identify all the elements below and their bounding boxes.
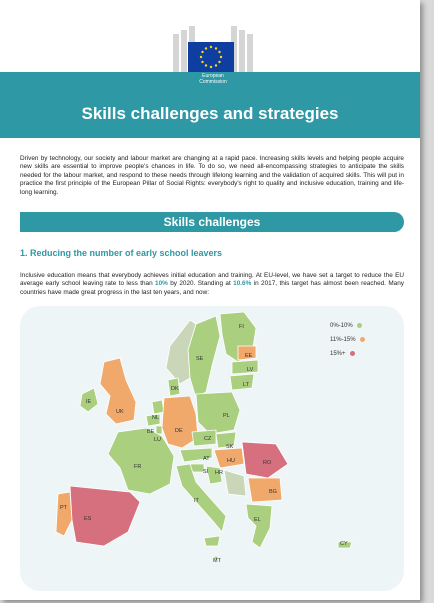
label-ee: EE <box>245 353 253 359</box>
label-ie: IE <box>86 399 92 405</box>
legend-label-mid: 11%-15% <box>330 337 356 344</box>
country-de <box>162 396 198 448</box>
country-lv <box>232 360 258 374</box>
country-rs <box>224 470 246 496</box>
europe-map <box>20 306 404 591</box>
label-pt: PT <box>60 505 68 511</box>
country-pl <box>196 392 240 434</box>
country-nl <box>152 400 164 414</box>
label-hu: HU <box>227 458 235 464</box>
label-mt: MT <box>213 558 221 564</box>
country-fr <box>108 428 174 494</box>
label-uk: UK <box>116 409 124 415</box>
label-at: AT <box>203 456 210 462</box>
legend-dot-mid <box>360 337 365 342</box>
label-it: IT <box>194 498 199 504</box>
sub-heading: 1. Reducing the number of early school leavers <box>20 248 223 258</box>
label-hr: HR <box>215 470 223 476</box>
para-text-1: Inclusive education means that everybody achieves initial education and training. At EU-level, we have set a target to reduce the EU average early school leaving rate to less than <box>20 272 404 288</box>
label-ro: RO <box>263 460 272 466</box>
label-de: DE <box>175 428 183 434</box>
label-bg: BG <box>269 489 277 495</box>
para-highlight-target: 10% <box>155 280 168 288</box>
label-be: BE <box>147 429 155 435</box>
legend-item-high <box>330 351 355 357</box>
commission-building-icon <box>169 16 257 76</box>
page-title: Skills challenges and strategies <box>81 104 339 123</box>
section-paragraph <box>20 272 404 297</box>
legend-item-mid <box>330 337 365 343</box>
legend-dot-high <box>350 351 355 356</box>
country-lu <box>156 426 162 434</box>
label-nl: NL <box>152 415 160 421</box>
label-lv: LV <box>247 367 254 373</box>
country-it-sicily <box>204 536 220 546</box>
legend-dot-low <box>357 323 362 328</box>
label-sk: SK <box>226 444 234 450</box>
label-cz: CZ <box>204 436 212 442</box>
label-es: ES <box>84 516 92 522</box>
europe-map-svg <box>20 306 404 591</box>
label-dk: DK <box>171 386 179 392</box>
logo-line-1: European <box>202 73 224 79</box>
label-pl: PL <box>223 413 230 419</box>
label-cy: CY <box>340 541 348 547</box>
legend-label-high: 15%+ <box>330 351 346 358</box>
intro-paragraph: Driven by technology, our society and labour market are changing at a rapid pace. Increasing skills levels and helping people acquire new skills are essential to improve people's chances in life. To do so, we need all-encompassing strategies to anticipate the skills needed for the labour market, and respond to these needs through lifelong learning and the validation of acquired skills. This will put in practice the first principle of the European Pillar of Social Rights: everybody's right to quality and inclusive education, training and life-long learning. <box>20 155 404 196</box>
label-el: EL <box>254 517 261 523</box>
para-text-3: in 2017, this target has almost been reached. Many countries have made great progress in the last ten years, and now: <box>20 280 404 296</box>
label-si: SI <box>203 469 209 475</box>
label-fr: FR <box>134 464 142 470</box>
country-el <box>246 504 272 548</box>
para-highlight-rate: 10.6% <box>233 280 252 288</box>
label-lu: LU <box>154 437 162 443</box>
para-text-2: by 2020. Standing at <box>167 280 234 288</box>
country-pt <box>56 492 72 536</box>
label-se: SE <box>196 356 204 362</box>
label-lt: LT <box>243 382 250 388</box>
logo-caption <box>169 73 257 85</box>
logo-line-2: Commission <box>199 79 227 85</box>
country-es <box>70 486 140 546</box>
section-header <box>20 212 404 232</box>
label-fi: FI <box>239 324 244 330</box>
country-lt <box>230 374 254 390</box>
legend-label-low: 0%-10% <box>330 323 353 330</box>
section-title: Skills challenges <box>163 215 261 229</box>
legend-item-low <box>330 323 362 329</box>
